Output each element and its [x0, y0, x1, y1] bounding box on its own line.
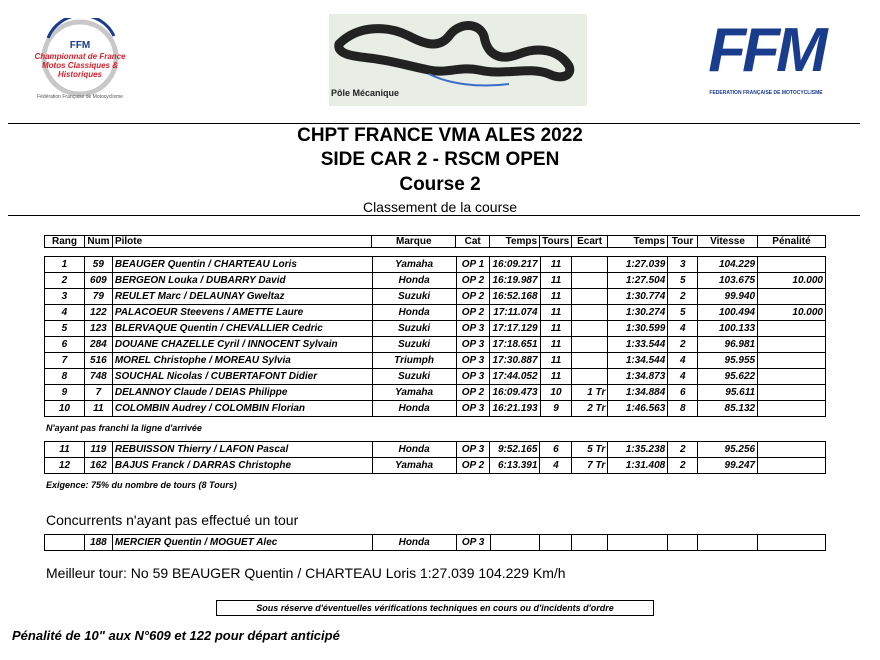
cell-best-lap-time: 1:34.544	[608, 353, 668, 369]
cell-laps: 11	[540, 337, 572, 353]
cell-rank: 11	[45, 442, 85, 458]
cell-number: 59	[84, 257, 112, 273]
cell-laps: 10	[540, 385, 572, 401]
cell-best-lap-time: 1:30.599	[608, 321, 668, 337]
cell-best-lap: 5	[668, 305, 698, 321]
cell-category: OP 2	[456, 305, 490, 321]
cell-brand: Honda	[372, 273, 456, 289]
not-finished-table	[44, 441, 826, 474]
cell-penalty	[758, 458, 826, 474]
cell-speed: 85.132	[698, 401, 758, 417]
championship-logo-text: Championnat de France Motos Classiques & Historiques	[34, 52, 126, 79]
cell-laps: 11	[540, 273, 572, 289]
cell-gap: 1 Tr	[572, 385, 608, 401]
cell-number: 188	[84, 535, 112, 551]
column-header-brand: Marque	[372, 236, 456, 248]
cell-laps: 11	[540, 305, 572, 321]
cell-best-lap: 2	[668, 442, 698, 458]
title-rule	[8, 215, 860, 216]
cell-brand: Honda	[372, 535, 456, 551]
cell-speed: 104.229	[698, 257, 758, 273]
cell-speed: 95.611	[698, 385, 758, 401]
results-header	[44, 235, 826, 248]
ffm-logo	[706, 18, 826, 102]
cell-brand: Honda	[372, 442, 456, 458]
cell-speed: 95.256	[698, 442, 758, 458]
cell-total-time: 16:09.473	[490, 385, 540, 401]
cell-speed: 96.981	[698, 337, 758, 353]
cell-number: 123	[84, 321, 112, 337]
cell-pilot: BAJUS Franck / DARRAS Christophe	[112, 458, 372, 474]
table-row	[45, 305, 826, 321]
column-header-speed: Vitesse	[698, 236, 758, 248]
column-header-laps: Tours	[540, 236, 572, 248]
cell-rank: 4	[45, 305, 85, 321]
cell-best-lap-time: 1:34.884	[608, 385, 668, 401]
cell-best-lap: 4	[668, 369, 698, 385]
cell-rank: 6	[45, 337, 85, 353]
cell-rank: 2	[45, 273, 85, 289]
cell-brand: Yamaha	[372, 257, 456, 273]
cell-category: OP 3	[456, 369, 490, 385]
cell-number: 748	[84, 369, 112, 385]
circuit-logo-text: Pôle Mécanique	[331, 88, 400, 98]
cell-category: OP 3	[456, 401, 490, 417]
cell-gap: 5 Tr	[572, 442, 608, 458]
cell-gap	[572, 273, 608, 289]
cell-best-lap-time: 1:27.504	[608, 273, 668, 289]
cell-gap: 2 Tr	[572, 401, 608, 417]
table-row	[45, 321, 826, 337]
cell-total-time: 16:21.193	[490, 401, 540, 417]
cell-speed: 95.955	[698, 353, 758, 369]
cell-penalty: 10.000	[758, 273, 826, 289]
cell-gap: 7 Tr	[572, 458, 608, 474]
cell-brand: Yamaha	[372, 458, 456, 474]
column-header-rank: Rang	[45, 236, 85, 248]
cell-best-lap-time: 1:27.039	[608, 257, 668, 273]
svg-text:FFM: FFM	[69, 40, 91, 51]
cell-best-lap: 2	[668, 337, 698, 353]
cell-laps: 6	[540, 442, 572, 458]
cell-pilot: BEAUGER Quentin / CHARTEAU Loris	[112, 257, 372, 273]
cell-pilot: REBUISSON Thierry / LAFON Pascal	[112, 442, 372, 458]
cell-penalty	[758, 337, 826, 353]
cell-gap	[572, 353, 608, 369]
cell-number: 284	[84, 337, 112, 353]
cell-rank: 9	[45, 385, 85, 401]
cell-laps: 11	[540, 353, 572, 369]
cell-pilot: DELANNOY Claude / DEIAS Philippe	[112, 385, 372, 401]
cell-brand: Suzuki	[372, 369, 456, 385]
cell-number: 162	[84, 458, 112, 474]
cell-number: 516	[84, 353, 112, 369]
header-rule	[8, 123, 860, 124]
cell-gap	[572, 305, 608, 321]
table-row	[45, 535, 826, 551]
no-lap-label: Concurrents n'ayant pas effectué un tour	[46, 512, 299, 528]
cell-total-time: 17:30.887	[490, 353, 540, 369]
cell-penalty	[758, 369, 826, 385]
column-header-penalty: Pénalité	[757, 236, 825, 248]
table-row	[45, 385, 826, 401]
cell-penalty	[758, 321, 826, 337]
cell-gap	[572, 321, 608, 337]
cell-speed: 99.247	[698, 458, 758, 474]
cell-rank: 7	[45, 353, 85, 369]
page-title: CHPT FRANCE VMA ALES 2022	[297, 125, 583, 146]
cell-pilot: MOREL Christophe / MOREAU Sylvia	[112, 353, 372, 369]
table-row	[45, 289, 826, 305]
cell-laps	[540, 535, 572, 551]
cell-number: 7	[84, 385, 112, 401]
cell-pilot: BERGEON Louka / DUBARRY David	[112, 273, 372, 289]
cell-speed: 103.675	[698, 273, 758, 289]
cell-pilot: SOUCHAL Nicolas / CUBERTAFONT Didier	[112, 369, 372, 385]
cell-speed: 100.133	[698, 321, 758, 337]
championship-logo	[24, 18, 136, 106]
cell-gap	[572, 369, 608, 385]
cell-total-time: 16:52.168	[490, 289, 540, 305]
table-row	[45, 337, 826, 353]
cell-best-lap-time: 1:33.544	[608, 337, 668, 353]
column-header-category: Cat	[456, 236, 490, 248]
cell-penalty	[758, 535, 826, 551]
cell-best-lap-time: 1:31.408	[608, 458, 668, 474]
cell-best-lap-time: 1:46.563	[608, 401, 668, 417]
cell-penalty: 10.000	[758, 305, 826, 321]
cell-penalty	[758, 442, 826, 458]
cell-number: 79	[84, 289, 112, 305]
cell-brand: Triumph	[372, 353, 456, 369]
cell-speed: 95.622	[698, 369, 758, 385]
cell-best-lap-time	[608, 535, 668, 551]
not-finished-label: N'ayant pas franchi la ligne d'arrivée	[46, 423, 202, 433]
ffm-logo-sub: FEDERATION FRANÇAISE DE MOTOCYCLISME	[709, 90, 823, 96]
cell-category: OP 3	[456, 442, 490, 458]
cell-best-lap-time: 1:35.238	[608, 442, 668, 458]
cell-total-time	[490, 535, 540, 551]
cell-total-time: 17:18.651	[490, 337, 540, 353]
cell-brand: Yamaha	[372, 385, 456, 401]
cell-total-time: 17:11.074	[490, 305, 540, 321]
best-lap-text: Meilleur tour: No 59 BEAUGER Quentin / CHARTEAU Loris 1:27.039 104.229 Km/h	[46, 565, 566, 581]
column-header-best-lap-time: Temps	[608, 236, 668, 248]
cell-brand: Honda	[372, 305, 456, 321]
cell-category: OP 2	[456, 273, 490, 289]
cell-pilot: PALACOEUR Steevens / AMETTE Laure	[112, 305, 372, 321]
cell-number: 609	[84, 273, 112, 289]
cell-pilot: DOUANE CHAZELLE Cyril / INNOCENT Sylvain	[112, 337, 372, 353]
column-header-pilot: Pilote	[112, 236, 371, 248]
cell-speed	[698, 535, 758, 551]
cell-best-lap: 3	[668, 257, 698, 273]
cell-best-lap-time: 1:30.274	[608, 305, 668, 321]
cell-brand: Suzuki	[372, 337, 456, 353]
cell-laps: 11	[540, 321, 572, 337]
cell-total-time: 16:19.987	[490, 273, 540, 289]
cell-best-lap: 4	[668, 353, 698, 369]
results-table	[44, 256, 826, 417]
cell-pilot: BLERVAQUE Quentin / CHEVALLIER Cedric	[112, 321, 372, 337]
table-row	[45, 458, 826, 474]
cell-best-lap: 5	[668, 273, 698, 289]
cell-category: OP 3	[456, 337, 490, 353]
cell-pilot: COLOMBIN Audrey / COLOMBIN Florian	[112, 401, 372, 417]
cell-brand: Honda	[372, 401, 456, 417]
cell-total-time: 17:44.052	[490, 369, 540, 385]
column-header-gap: Ecart	[572, 236, 608, 248]
table-row	[45, 442, 826, 458]
table-row	[45, 401, 826, 417]
cell-gap	[572, 535, 608, 551]
cell-total-time: 6:13.391	[490, 458, 540, 474]
cell-best-lap-time: 1:30.774	[608, 289, 668, 305]
cell-total-time: 17:17.129	[490, 321, 540, 337]
cell-gap	[572, 257, 608, 273]
cell-pilot: MERCIER Quentin / MOGUET Alec	[112, 535, 372, 551]
cell-category: OP 3	[456, 353, 490, 369]
championship-logo-sub: Fédération Française de Motocyclisme	[37, 94, 123, 100]
table-row	[45, 273, 826, 289]
cell-gap	[572, 289, 608, 305]
cell-laps: 9	[540, 401, 572, 417]
cell-number: 122	[84, 305, 112, 321]
table-row	[45, 353, 826, 369]
cell-category: OP 3	[456, 321, 490, 337]
cell-best-lap: 8	[668, 401, 698, 417]
column-header-total-time: Temps	[490, 236, 540, 248]
cell-brand: Suzuki	[372, 321, 456, 337]
cell-number: 11	[84, 401, 112, 417]
circuit-logo	[329, 14, 587, 106]
cell-gap	[572, 337, 608, 353]
cell-best-lap: 2	[668, 289, 698, 305]
cell-laps: 11	[540, 369, 572, 385]
cell-laps: 11	[540, 257, 572, 273]
cell-penalty	[758, 257, 826, 273]
exigence-note: Exigence: 75% du nombre de tours (8 Tours)	[46, 480, 237, 490]
table-row	[45, 369, 826, 385]
cell-category: OP 2	[456, 458, 490, 474]
cell-rank: 5	[45, 321, 85, 337]
cell-best-lap	[668, 535, 698, 551]
cell-speed: 100.494	[698, 305, 758, 321]
cell-category: OP 1	[456, 257, 490, 273]
cell-best-lap: 6	[668, 385, 698, 401]
ffm-logo-text: FFM	[708, 16, 824, 85]
cell-rank	[45, 535, 85, 551]
cell-rank: 1	[45, 257, 85, 273]
penalty-note: Pénalité de 10" aux N°609 et 122 pour départ anticipé	[12, 628, 340, 643]
cell-rank: 12	[45, 458, 85, 474]
cell-pilot: REULET Marc / DELAUNAY Gweltaz	[112, 289, 372, 305]
cell-category: OP 2	[456, 385, 490, 401]
cell-laps: 4	[540, 458, 572, 474]
cell-speed: 99.940	[698, 289, 758, 305]
cell-category: OP 2	[456, 289, 490, 305]
cell-best-lap: 2	[668, 458, 698, 474]
cell-rank: 3	[45, 289, 85, 305]
column-header-number: Num	[84, 236, 112, 248]
cell-laps: 11	[540, 289, 572, 305]
cell-rank: 10	[45, 401, 85, 417]
cell-best-lap-time: 1:34.873	[608, 369, 668, 385]
cell-penalty	[758, 289, 826, 305]
cell-rank: 8	[45, 369, 85, 385]
cell-best-lap: 4	[668, 321, 698, 337]
cell-total-time: 16:09.217	[490, 257, 540, 273]
cell-number: 119	[84, 442, 112, 458]
table-row	[45, 257, 826, 273]
cell-penalty	[758, 385, 826, 401]
column-header-best-lap: Tour	[668, 236, 698, 248]
reserve-note: Sous réserve d'éventuelles vérifications techniques en cours ou d'incidents d'ordre	[216, 600, 654, 616]
cell-category: OP 3	[456, 535, 490, 551]
race-name: Course 2	[399, 174, 481, 195]
cell-brand: Suzuki	[372, 289, 456, 305]
no-lap-table	[44, 534, 826, 551]
cell-total-time: 9:52.165	[490, 442, 540, 458]
cell-penalty	[758, 401, 826, 417]
cell-penalty	[758, 353, 826, 369]
page-subtitle: Classement de la course	[362, 199, 518, 215]
race-category: SIDE CAR 2 - RSCM OPEN	[320, 149, 560, 170]
